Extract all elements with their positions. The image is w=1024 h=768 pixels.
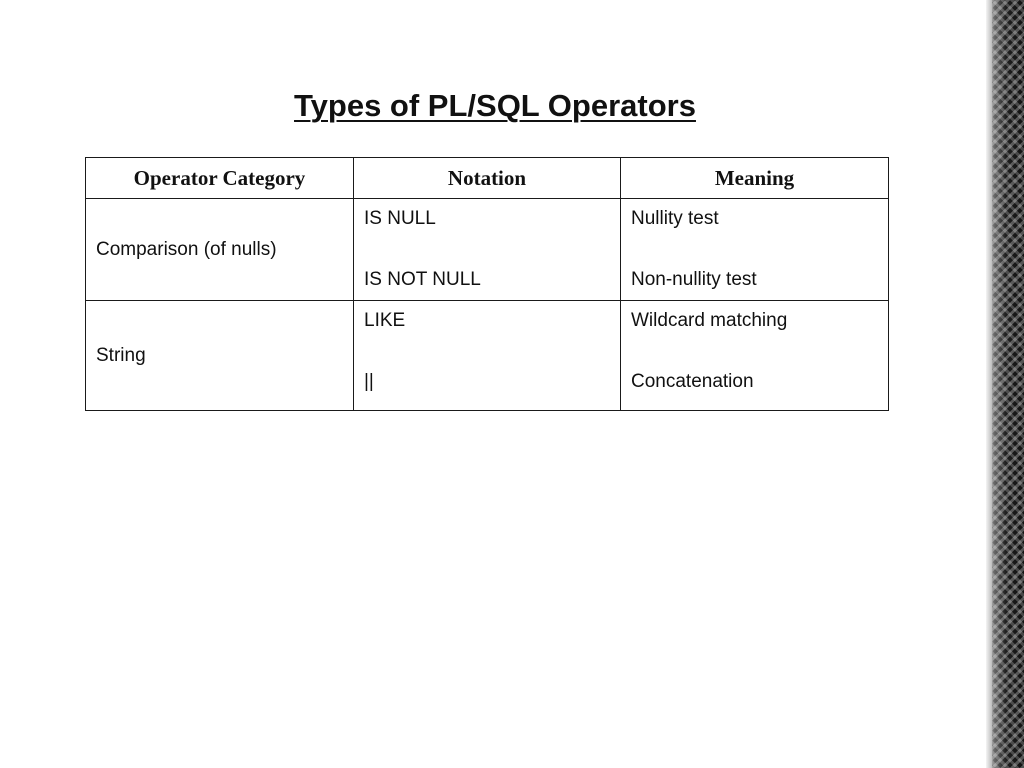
meaning-item: Nullity test xyxy=(631,208,719,229)
notation-cell xyxy=(354,199,621,301)
table-row xyxy=(86,199,889,301)
table-header-row xyxy=(86,158,889,199)
notation-item: IS NULL xyxy=(364,208,436,229)
notation-item: || xyxy=(364,371,374,392)
header-meaning: Meaning xyxy=(621,158,889,199)
notation-item: IS NOT NULL xyxy=(364,269,481,290)
operators-table xyxy=(85,157,889,411)
meaning-item: Non-nullity test xyxy=(631,269,757,290)
meaning-cell xyxy=(621,301,889,411)
table-row xyxy=(86,301,889,411)
notation-item: LIKE xyxy=(364,310,406,331)
meaning-item: Concatenation xyxy=(631,371,754,392)
category-cell: String xyxy=(86,301,354,411)
decorative-side-border xyxy=(986,0,1024,768)
slide-title: Types of PL/SQL Operators xyxy=(294,88,696,123)
header-notation: Notation xyxy=(354,158,621,199)
header-operator-category: Operator Category xyxy=(86,158,354,199)
category-cell: Comparison (of nulls) xyxy=(86,199,354,301)
meaning-item: Wildcard matching xyxy=(631,310,788,331)
notation-cell xyxy=(354,301,621,411)
meaning-cell xyxy=(621,199,889,301)
